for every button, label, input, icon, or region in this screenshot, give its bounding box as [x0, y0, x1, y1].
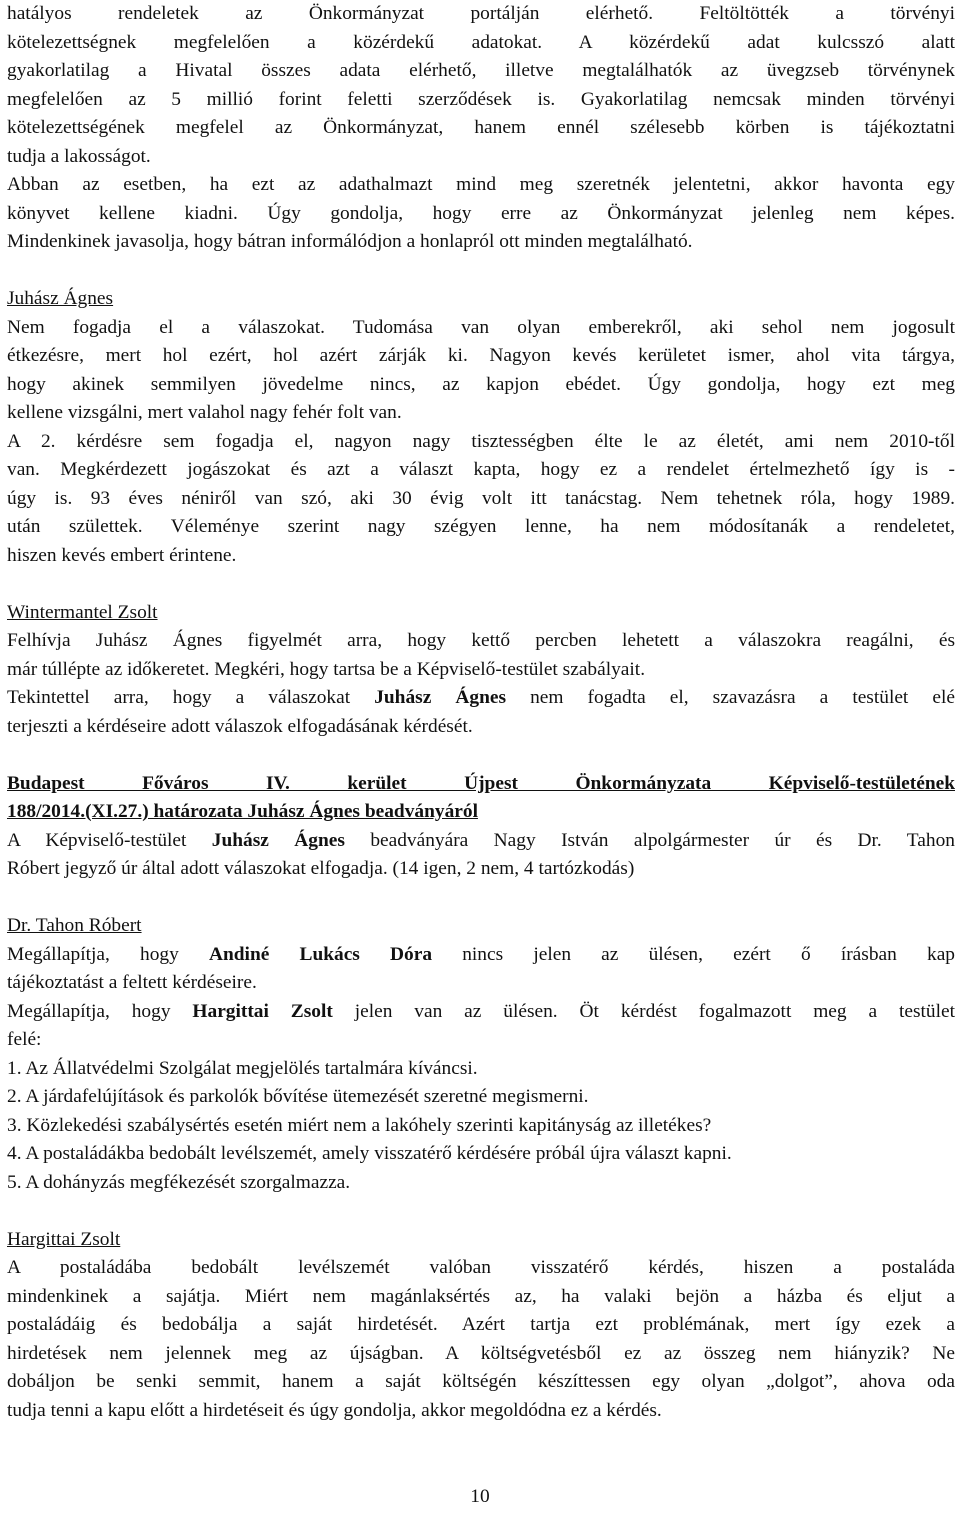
document-page	[7, 0, 955, 1425]
speaker-name: Juhász Ágnes	[7, 288, 114, 309]
text-line: után születtek. Véleménye szerint nagy szégyen lenne, ha nem módosítanák a rendeletet,	[7, 516, 955, 537]
text-run: Megállapítja, hogy	[7, 1000, 193, 1022]
list-item: 5. A dohányzás megfékezését szorgalmazza.	[7, 1171, 351, 1193]
list-item: 1. Az Állatvédelmi Szolgálat megjelölés tartalmára kíváncsi.	[7, 1057, 478, 1079]
spacer	[7, 741, 955, 770]
text-run: A Képviselő-testület	[7, 829, 212, 851]
speaker-section-juhasz	[7, 285, 955, 570]
text-line: hirdetések nem jelennek meg az újságban. A költségvetésből ez az összeg nem hiányzik? Ne	[7, 1342, 955, 1364]
text-line: megfelelően az 5 millió forint feletti szerződések is. Gyakorlatilag nemcsak minden törvényi	[7, 88, 955, 110]
text-run: nem fogadta el, szavazásra a testület elé	[506, 687, 955, 708]
text-line: könyvet kellene kiadni. Úgy gondolja, hogy erre az Önkormányzat jelenleg nem képes.	[7, 202, 955, 224]
text-run: Megállapítja, hogy	[7, 943, 209, 965]
spacer	[7, 1197, 955, 1226]
resolution-title-text: 188/2014.(XI.27.) határozata Juhász Ágnes beadványáról	[7, 801, 478, 822]
resolution-title-line	[7, 770, 955, 799]
spacer	[7, 884, 955, 913]
list-item: 4. A postaládákba bedobált levélszemét, amely visszatérő kérdésére próbál újra választ kapni.	[7, 1143, 732, 1164]
text-line: felé:	[7, 1029, 42, 1050]
bold-name: Hargittai Zsolt	[192, 1000, 333, 1022]
text-line	[7, 941, 955, 970]
text-line: tájékoztatást a feltett kérdéseire.	[7, 972, 257, 993]
text-line: dobáljon be senki semmit, hanem a saját költségén készíttessen egy olyan „dolgot”, ahova oda	[7, 1371, 955, 1392]
speaker-section-wintermantel	[7, 599, 955, 742]
text-line: A 2. kérdésre sem fogadja el, nagyon nagy tisztességben élte le az életét, ami nem 2010-től	[7, 430, 955, 452]
text-line: hatályos rendeletek az Önkormányzat portálján elérhető. Feltöltötték a törvényi	[7, 3, 955, 24]
page-number: 10	[470, 1486, 490, 1507]
text-line	[7, 998, 955, 1027]
list-item: 3. Közlekedési szabálysértés esetén miért nem a lakóhely szerinti kapitányság az illetékes?	[7, 1114, 712, 1136]
text-line: mindenkinek a sajátja. Miért nem magánlaksértés az, ha valaki bejön a házba és eljut a	[7, 1285, 955, 1307]
text-line: postaládáig és bedobálja a saját hirdetését. Azért tartja ezt problémának, mert így ezek a	[7, 1314, 955, 1335]
speaker-name: Hargittai Zsolt	[7, 1228, 121, 1250]
text-line: Abban az esetben, ha ezt az adathalmazt mind meg szeretnék jelentetni, akkor havonta egy	[7, 174, 955, 195]
text-line: kötelezettségnek megfelelően a közérdekű adatokat. A közérdekű adat kulcsszó alatt	[7, 31, 955, 53]
text-line: kötelezettségének megfelel az Önkormányzat, hanem ennél szélesebb körben is tájékoztatni	[7, 117, 955, 138]
text-line: már túllépte az időkeretet. Megkéri, hogy tartsa be a Képviselő-testület szabályait.	[7, 658, 646, 680]
speaker-section-tahon	[7, 912, 955, 1197]
resolution-section	[7, 770, 955, 884]
text-run: beadványára Nagy István alpolgármester úr és Dr. Tahon	[344, 829, 955, 851]
bold-name: Andiné Lukács Dóra	[208, 943, 433, 965]
text-line: Mindenkinek javasolja, hogy bátran informálódjon a honlapról ott minden megtalálható.	[7, 231, 693, 252]
text-line: Nem fogadja el a válaszokat. Tudomása van olyan emberekről, aki sehol nem jogosult	[7, 316, 955, 338]
text-line	[7, 827, 955, 856]
text-line: Róbert jegyző úr által adott válaszokat elfogadja. (14 igen, 2 nem, 4 tartózkodás)	[7, 858, 635, 879]
bold-name: Juhász Ágnes	[374, 687, 507, 708]
text-run: nincs jelen az ülésen, ezért ő írásban kap	[432, 943, 956, 965]
text-line: terjeszti a kérdéseire adott válaszok elfogadásának kérdését.	[7, 715, 473, 737]
text-run: Tekintettel arra, hogy a válaszokat	[7, 687, 375, 708]
list-item: 2. A járdafelújítások és parkolók bővítése ütemezését szeretné megismerni.	[7, 1086, 589, 1107]
text-line: étkezésre, mert hol ezért, hol azért zárják ki. Nagyon kevés kerületet ismer, ahol vita tárgya,	[7, 345, 955, 366]
text-run: jelen van az ülésen. Öt kérdést fogalmazott meg a testület	[332, 1000, 955, 1022]
text-line: hogy akinek semmilyen jövedelme nincs, az kapjon ebédet. Úgy gondolja, hogy ezt meg	[7, 373, 955, 395]
text-line: van. Megkérdezett jogászokat és azt a választ kapta, hogy ez a rendelet értelmezhető így is -	[7, 459, 955, 480]
text-line: úgy is. 93 éves néniről van szó, aki 30 évig volt itt tanácstag. Nem tehetnek róla, hogy 1989.	[7, 487, 955, 509]
spacer	[7, 257, 955, 286]
paragraph-intro	[7, 0, 955, 257]
text-line: Felhívja Juhász Ágnes figyelmét arra, hogy kettő percben lehetett a válaszokra reagálni, és	[7, 630, 955, 651]
text-line: hiszen kevés embert érintene.	[7, 544, 237, 566]
bold-name: Juhász Ágnes	[211, 829, 345, 851]
speaker-section-hargittai	[7, 1226, 955, 1426]
text-line	[7, 684, 955, 713]
speaker-name: Wintermantel Zsolt	[7, 601, 158, 623]
resolution-title-text: Budapest Főváros IV. kerület Újpest Önkormányzata Képviselő-testületének	[7, 772, 955, 794]
spacer	[7, 570, 955, 599]
text-line: A postaládába bedobált levélszemét valóban visszatérő kérdés, hiszen a postaláda	[7, 1257, 955, 1278]
text-line: gyakorlatilag a Hivatal összes adata elérhető, illetve megtalálhatók az üvegzseb törvénynek	[7, 60, 955, 81]
text-line: tudja a lakosságot.	[7, 145, 151, 167]
resolution-title-line	[7, 798, 955, 827]
text-line: tudja tenni a kapu előtt a hirdetéseit és úgy gondolja, akkor megoldódna ez a kérdés.	[7, 1399, 662, 1421]
speaker-name: Dr. Tahon Róbert	[7, 915, 142, 936]
text-line: kellene vizsgálni, mert valahol nagy fehér folt van.	[7, 402, 402, 423]
